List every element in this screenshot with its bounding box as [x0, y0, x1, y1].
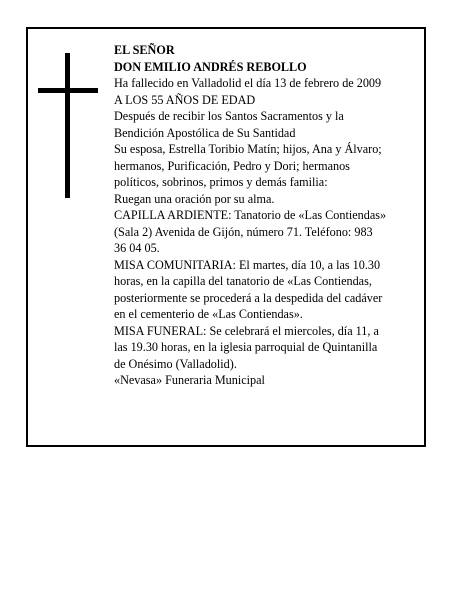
funeral-mass-line: de Onésimo (Valladolid). [114, 356, 237, 371]
sacraments-line: Bendición Apostólica de Su Santidad [114, 125, 296, 140]
family-line: políticos, sobrinos, primos y demás familia: [114, 175, 328, 189]
community-mass-line: posteriormente se procederá a la despedida del cadáver [114, 290, 383, 305]
deceased-name: DON EMILIO ANDRÉS REBOLLO [114, 59, 307, 74]
age-line: A LOS 55 AÑOS DE EDAD [114, 92, 256, 107]
cross-vertical-bar [65, 53, 70, 198]
sacraments-line: Después de recibir los Santos Sacramentos y la [114, 109, 344, 123]
funeral-mass-line: MISA FUNERAL: Se celebrará el miercoles, día 11, a [114, 323, 379, 338]
chapel-line: CAPILLA ARDIENTE: Tanatorio de «Las Contiendas» [114, 208, 387, 222]
community-mass-line: en el cementerio de «Las Contiendas». [114, 307, 303, 321]
cross-horizontal-bar [38, 88, 98, 93]
funeral-mass-line: las 19.30 horas, en la iglesia parroquial de Quintanilla [114, 340, 378, 354]
chapel-line: 36 04 05. [114, 241, 160, 255]
death-notice-line: Ha fallecido en Valladolid el día 13 de febrero de 2009 [114, 76, 382, 90]
family-line: hermanos, Purificación, Pedro y Dori; hermanos [114, 158, 350, 173]
obituary-frame [26, 27, 426, 447]
obituary-heading-title: EL SEÑOR [114, 43, 175, 57]
chapel-line: (Sala 2) Avenida de Gijón, número 71. Teléfono: 983 [114, 224, 373, 239]
family-line: Su esposa, Estrella Toribio Matín; hijos, Ana y Álvaro; [114, 142, 382, 156]
community-mass-line: horas, en la capilla del tanatorio de «Las Contiendas, [114, 274, 372, 288]
obituary-text [114, 42, 424, 389]
cross-icon [38, 53, 98, 198]
funeral-home-line: «Nevasa» Funeraria Municipal [114, 373, 265, 387]
prayer-request-line: Ruegan una oración por su alma. [114, 191, 275, 206]
community-mass-line: MISA COMUNITARIA: El martes, día 10, a las 10.30 [114, 257, 381, 272]
